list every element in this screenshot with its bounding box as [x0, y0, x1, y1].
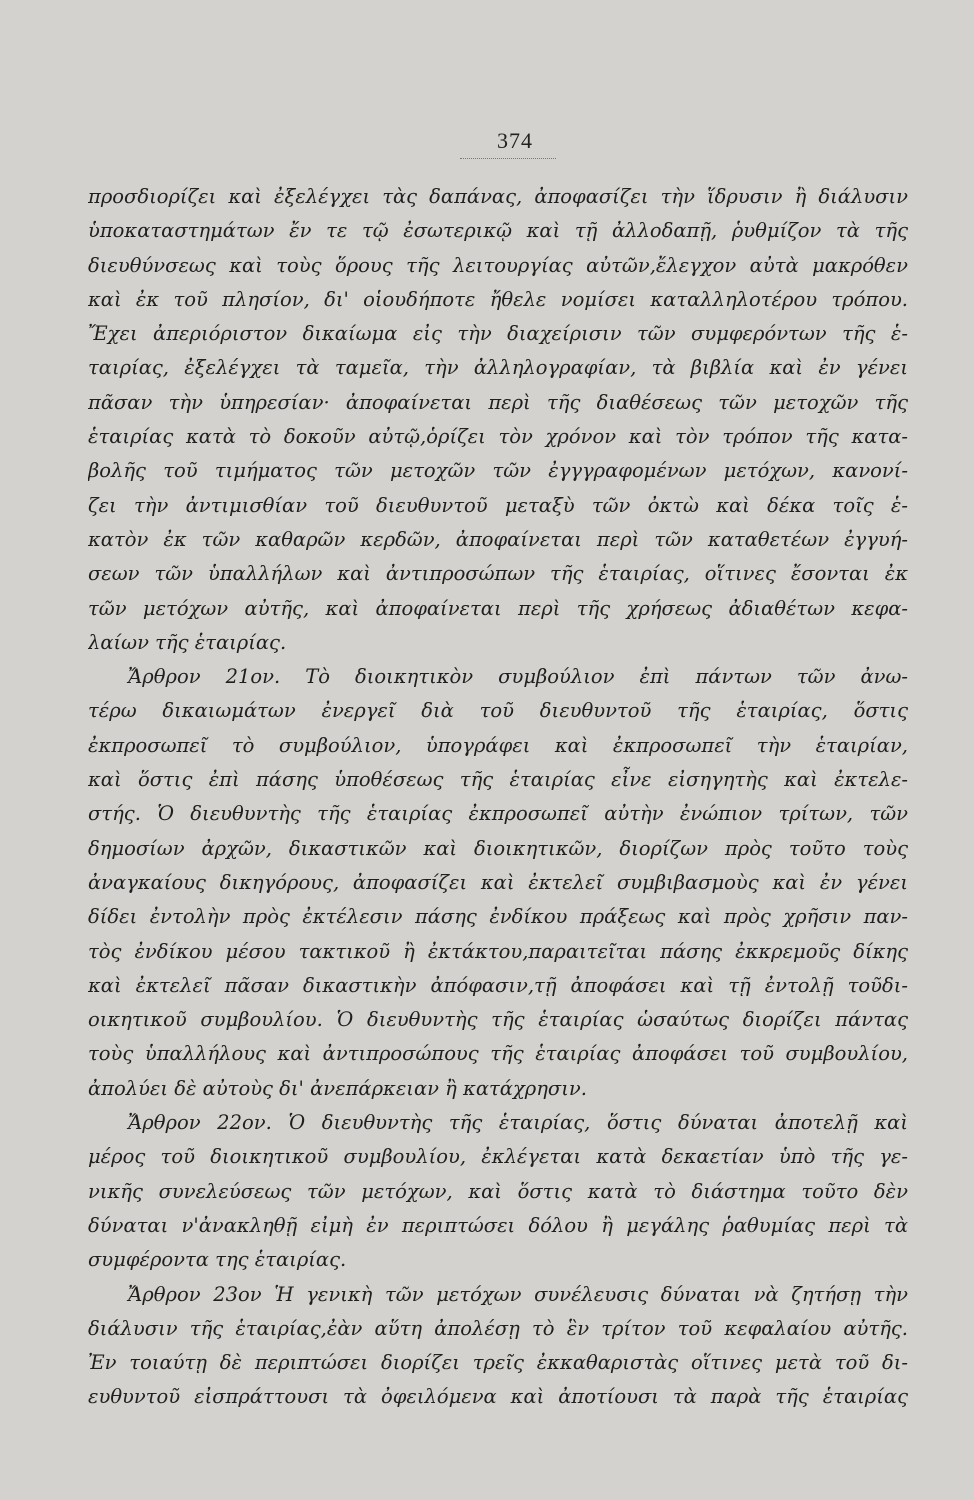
text-line: βολῆς τοῦ τιμήματος τῶν μετοχῶν τῶν ἐγγγραφομένων μετόχων, κανονί- [88, 459, 908, 483]
text-line: καὶ ὅστις ἐπὶ πάσης ὑποθέσεως τῆς ἑταιρίας εἶνε εἰσηγητὴς καὶ ἐκτελε- [88, 768, 908, 792]
text-line: συμφέροντα της ἑταιρίας. [88, 1248, 347, 1272]
text-line: δημοσίων ἀρχῶν, δικαστικῶν καὶ διοικητικῶν, διορίζων πρὸς τοῦτο τοὺς [88, 836, 908, 860]
text-line: Ἄρθρον 23ον Ἡ γενικὴ τῶν μετόχων συνέλευσις δύναται νὰ ζητήσῃ τὴν [128, 1282, 908, 1306]
text-line: Ἐν τοιαύτῃ δὲ περιπτώσει διορίζει τρεῖς ἐκκαθαριστὰς οἵτινες μετὰ τοῦ δι- [88, 1351, 908, 1375]
text-line: τῶν μετόχων αὐτῆς, καὶ ἀποφαίνεται περὶ τῆς χρήσεως ἀδιαθέτων κεφα- [88, 596, 908, 620]
text-line: ὑποκαταστημάτων ἔν τε τῷ ἐσωτερικῷ καὶ τῇ ἀλλοδαπῇ, ῥυθμίζον τὰ τῆς [88, 219, 908, 243]
text-line: προσδιορίζει καὶ ἐξελέγχει τὰς δαπάνας, ἀποφασίζει τὴν ἵδρυσιν ἢ διάλυσιν [88, 185, 908, 208]
text-line: ἐκπροσωπεῖ τὸ συμβούλιον, ὑπογράφει καὶ ἐκπροσωπεῖ τὴν ἑταιρίαν, [88, 733, 908, 757]
text-line: καὶ ἐκ τοῦ πλησίον, δι' οἱουδήποτε ἤθελε νομίσει καταλληλοτέρου τρόπου. [88, 287, 908, 311]
text-line: σεων τῶν ὑπαλλήλων καὶ ἀντιπροσώπων τῆς ἑταιρίας, οἵτινες ἔσονται ἐκ [88, 562, 908, 586]
text-line: ταιρίας, ἐξελέγχει τὰ ταμεῖα, τὴν ἀλληλογραφίαν, τὰ βιβλία καὶ ἐν γένει [88, 356, 908, 380]
text-line: δίδει ἐντολὴν πρὸς ἐκτέλεσιν πάσης ἐνδίκου πράξεως καὶ πρὸς χρῆσιν παν- [88, 905, 908, 929]
page-number-rule [460, 158, 556, 159]
text-line: Ἄρθρον 21ον. Τὸ διοικητικὸν συμβούλιον ἐπὶ πάντων τῶν ἀνω- [128, 665, 908, 689]
text-line: Ἔχει ἀπεριόριστον δικαίωμα εἰς τὴν διαχείρισιν τῶν συμφερόντων τῆς ἑ- [88, 322, 908, 346]
text-line: κατὸν ἐκ τῶν καθαρῶν κερδῶν, ἀποφαίνεται περὶ τῶν καταθετέων ἐγγυή- [88, 527, 908, 551]
text-line: ἀπολύει δὲ αὐτοὺς δι' ἀνεπάρκειαν ἢ κατάχρησιν. [88, 1076, 587, 1100]
text-line: δύναται ν'ἀνακληθῇ εἰμὴ ἐν περιπτώσει δόλου ἢ μεγάλης ῥαθυμίας περὶ τὰ [88, 1213, 908, 1237]
text-line: ευθυντοῦ εἰσπράττουσι τὰ ὀφειλόμενα καὶ ἀποτίουσι τὰ παρὰ τῆς ἑταιρίας [88, 1385, 908, 1409]
body-text [88, 180, 908, 1415]
page-number: 374 [497, 128, 533, 153]
text-line: τέρω δικαιωμάτων ἐνεργεῖ διὰ τοῦ διευθυντοῦ τῆς ἑταιρίας, ὅστις [88, 699, 908, 723]
text-line: λαίων τῆς ἑταιρίας. [88, 630, 287, 654]
text-line: ζει τὴν ἀντιμισθίαν τοῦ διευθυντοῦ μεταξὺ τῶν ὀκτὼ καὶ δέκα τοῖς ἑ- [88, 493, 908, 517]
text-line: ἀναγκαίους δικηγόρους, ἀποφασίζει καὶ ἐκτελεῖ συμβιβασμοὺς καὶ ἐν γένει [88, 870, 908, 894]
text-line: διευθύνσεως καὶ τοὺς ὅρους τῆς λειτουργίας αὐτῶν,ἔλεγχον αὐτὰ μακρόθεν [88, 253, 908, 277]
text-line: τὸς ἐνδίκου μέσου τακτικοῦ ἢ ἐκτάκτου,παραιτεῖται πάσης ἐκκρεμοῦς δίκης [88, 939, 908, 963]
text-line: καὶ ἐκτελεῖ πᾶσαν δικαστικὴν ἀπόφασιν,τῇ ἀποφάσει καὶ τῇ ἐντολῇ τοῦδι- [88, 973, 908, 997]
text-line: ἑταιρίας κατὰ τὸ δοκοῦν αὐτῷ,ὁρίζει τὸν χρόνον καὶ τὸν τρόπον τῆς κατα- [88, 425, 908, 449]
text-line: νικῆς συνελεύσεως τῶν μετόχων, καὶ ὅστις κατὰ τὸ διάστημα τοῦτο δὲν [88, 1179, 908, 1203]
text-line: πᾶσαν τὴν ὑπηρεσίαν· ἀποφαίνεται περὶ τῆς διαθέσεως τῶν μετοχῶν τῆς [88, 390, 908, 414]
text-line: στής. Ὁ διευθυντὴς τῆς ἑταιρίας ἐκπροσωπεῖ αὐτὴν ἐνώπιον τρίτων, τῶν [88, 802, 908, 826]
text-line: διάλυσιν τῆς ἑταιρίας,ἐὰν αὕτη ἀπολέσῃ τὸ ἓν τρίτον τοῦ κεφαλαίου αὐτῆς. [88, 1316, 908, 1340]
text-line: μέρος τοῦ διοικητικοῦ συμβουλίου, ἐκλέγεται κατὰ δεκαετίαν ὑπὸ τῆς γε- [88, 1145, 908, 1169]
text-line: οικητικοῦ συμβουλίου. Ὁ διευθυντὴς τῆς ἑταιρίας ὡσαύτως διορίζει πάντας [88, 1008, 908, 1032]
text-line: τοὺς ὑπαλλήλους καὶ ἀντιπροσώπους τῆς ἑταιρίας ἀποφάσει τοῦ συμβουλίου, [88, 1042, 908, 1066]
text-line: Ἄρθρον 22ον. Ὁ διευθυντὴς τῆς ἑταιρίας, ὅστις δύναται ἀποτελῇ καὶ [128, 1111, 908, 1135]
